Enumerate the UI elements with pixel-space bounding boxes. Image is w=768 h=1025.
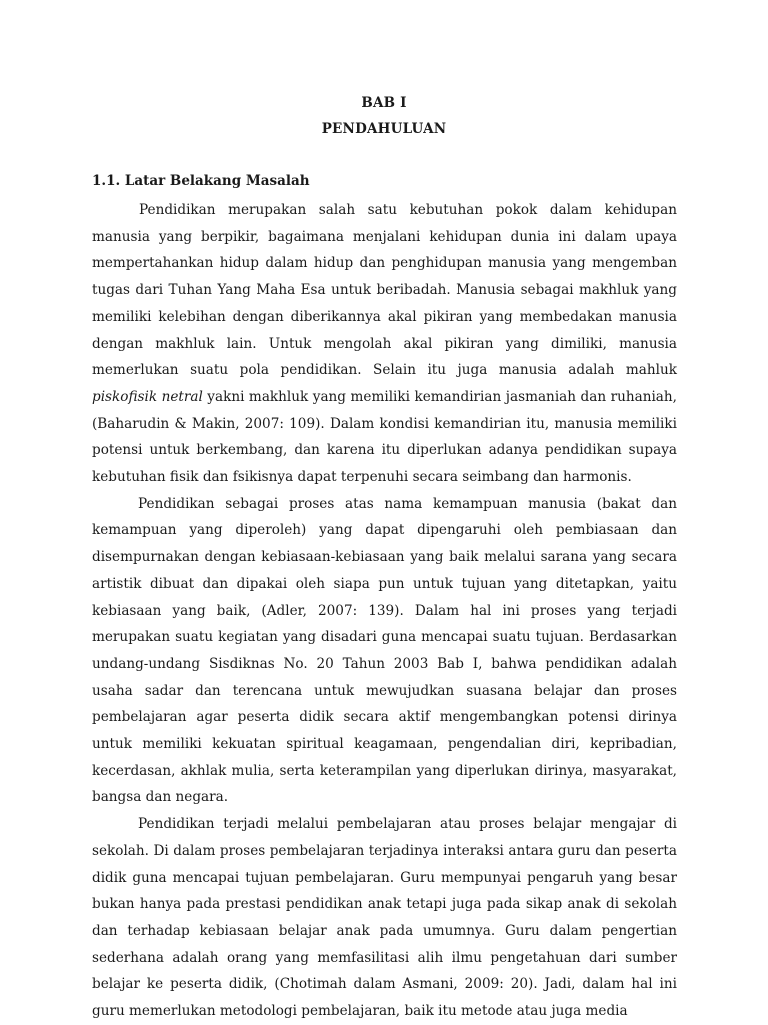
chapter-title: PENDAHULUAN bbox=[321, 121, 447, 137]
chapter-number: BAB I bbox=[361, 95, 407, 111]
paragraph-1-text-a: Pendidikan merupakan salah satu kebutuhan pokok dalam kehidupan manusia yang berpikir, bagaimana menjalani kehidupan dunia ini dalam upaya mempertahankan hidup dalam hidup dan penghidupan manusia yang mengemban tugas dari Tuhan Yang Maha Esa untuk beribadah. Manusia sebagai makhluk yang memiliki kelebihan dengan diberikannya akal pikiran yang membedakan manusia dengan makhluk lain. Untuk mengolah akal pikiran yang dimiliki, manusia memerlukan suatu pola pendidikan. Selain itu juga manusia adalah mahluk bbox=[92, 202, 677, 379]
italic-term: piskofisik netral bbox=[92, 388, 203, 405]
section-title: 1.1. Latar Belakang Masalah bbox=[92, 173, 310, 189]
paragraph-1 bbox=[92, 197, 677, 491]
paragraph-2: Pendidikan sebagai proses atas nama kemampuan manusia (bakat dan kemampuan yang diperoleh) yang dapat dipengaruhi oleh pembiasaan dan disempurnakan dengan kebiasaan-kebiasaan yang baik melalui sarana yang secara artistik dibuat dan dipakai oleh siapa pun untuk tujuan yang ditetapkan, yaitu kebiasaan yang baik, (Adler, 2007: 139). Dalam hal ini proses yang terjadi merupakan suatu kegiatan yang disadari guna mencapai suatu tujuan. Berdasarkan undang-undang Sisdiknas No. 20 Tahun 2003 Bab I, bahwa pendidikan adalah usaha sadar dan terencana untuk mewujudkan suasana belajar dan proses pembelajaran agar peserta didik secara aktif mengembangkan potensi dirinya untuk memiliki kekuatan spiritual keagamaan, pengendalian diri, kepribadian, kecerdasan, akhlak mulia, serta keterampilan yang diperlukan dirinya, masyarakat, bangsa dan negara. bbox=[92, 495, 677, 806]
paragraph-1-text-b: yakni makhluk yang memiliki kemandirian jasmaniah dan ruhaniah, (Baharudin & Makin, 2007: 109). Dalam kondisi kemandirian itu, manusia memiliki potensi untuk berkembang, dan karena itu diperlukan adanya pendidikan supaya kebutuhan fisik dan fsikisnya dapat terpenuhi secara seimbang dan harmonis. bbox=[92, 388, 677, 486]
body-text bbox=[92, 197, 677, 1025]
paragraph-3: Pendidikan terjadi melalui pembelajaran atau proses belajar mengajar di sekolah. Di dalam proses pembelajaran terjadinya interaksi antara guru dan peserta didik guna mencapai tujuan pembelajaran. Guru mempunyai pengaruh yang besar bukan hanya pada prestasi pendidikan anak tetapi juga pada sikap anak di sekolah dan terhadap kebiasaan belajar anak pada umumnya. Guru dalam pengertian sederhana adalah orang yang memfasilitasi alih ilmu pengetahuan dari sumber belajar ke peserta didik, (Chotimah dalam Asmani, 2009: 20). Jadi, dalam hal ini guru memerlukan metodologi pembelajaran, baik itu metode atau juga media bbox=[92, 816, 677, 1020]
